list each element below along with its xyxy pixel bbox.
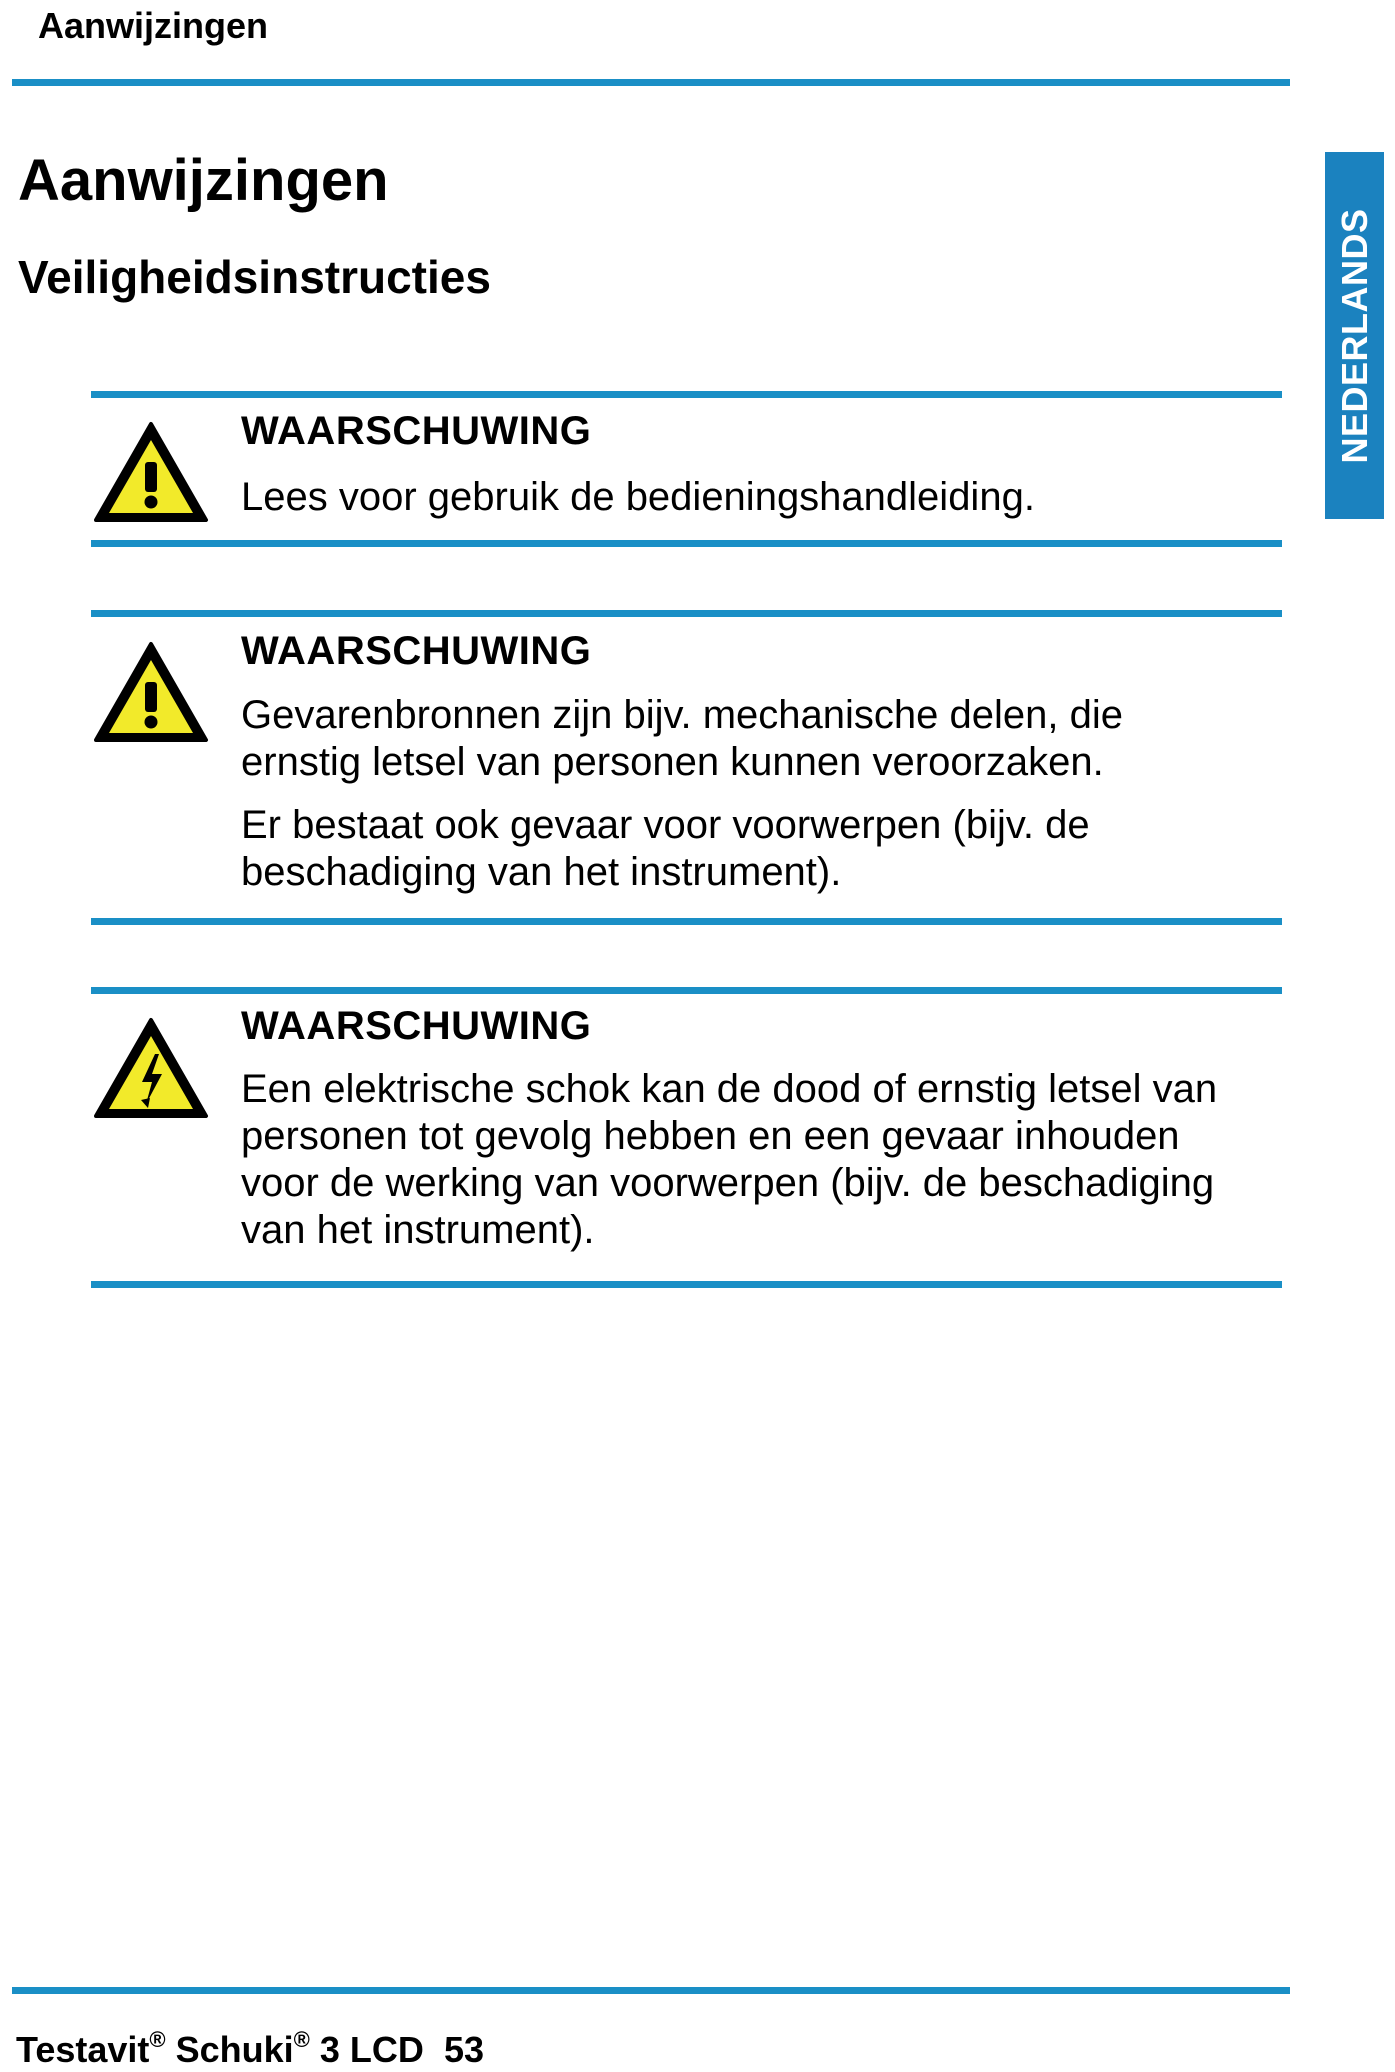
warning-electric-shock-icon	[92, 1016, 210, 1122]
page-title: Aanwijzingen	[18, 148, 389, 213]
footer	[16, 2020, 484, 2072]
footer-product-name-1: Testavit	[16, 2029, 150, 2070]
language-tab-label: NEDERLANDS	[1333, 207, 1375, 464]
warning-1-text: Lees voor gebruik de bedieningshandleiding.	[241, 475, 1035, 519]
warning-3-text: Een elektrische schok kan de dood of ernstig letsel van personen tot gevolg hebben en een gevaar inhouden voor de werking van voorwerpen (bijv. de beschadiging van het instrument).	[241, 1067, 1218, 1252]
registered-mark: ®	[149, 2027, 166, 2052]
warning-exclamation-icon	[92, 420, 210, 526]
warning-1-bottom-rule	[91, 540, 1282, 547]
warning-2-text-2: Er bestaat ook gevaar voor voorwerpen (bijv. de beschadiging van het instrument).	[241, 803, 1090, 894]
registered-mark: ®	[293, 2027, 310, 2052]
footer-product-name-2: Schuki	[175, 2029, 294, 2070]
footer-divider	[12, 1987, 1290, 1994]
warning-2-top-rule	[91, 610, 1282, 617]
warning-exclamation-icon	[92, 640, 210, 746]
warning-1-top-rule	[91, 391, 1282, 398]
running-header: Aanwijzingen	[38, 5, 269, 46]
footer-model: 3 LCD	[319, 2029, 424, 2070]
warning-3-heading: WAARSCHUWING	[241, 1004, 592, 1048]
warning-2-bottom-rule	[91, 918, 1282, 925]
warning-2-text-1: Gevarenbronnen zijn bijv. mechanische delen, die ernstig letsel van personen kunnen veroorzaken.	[241, 693, 1124, 784]
warning-3-top-rule	[91, 987, 1282, 994]
section-title: Veiligheidsinstructies	[18, 251, 491, 303]
header-divider	[12, 79, 1290, 86]
warning-3-bottom-rule	[91, 1281, 1282, 1288]
warning-1-heading: WAARSCHUWING	[241, 409, 592, 453]
warning-2-heading: WAARSCHUWING	[241, 629, 592, 673]
language-tab	[1325, 152, 1384, 519]
page-number: 53	[443, 2029, 484, 2070]
